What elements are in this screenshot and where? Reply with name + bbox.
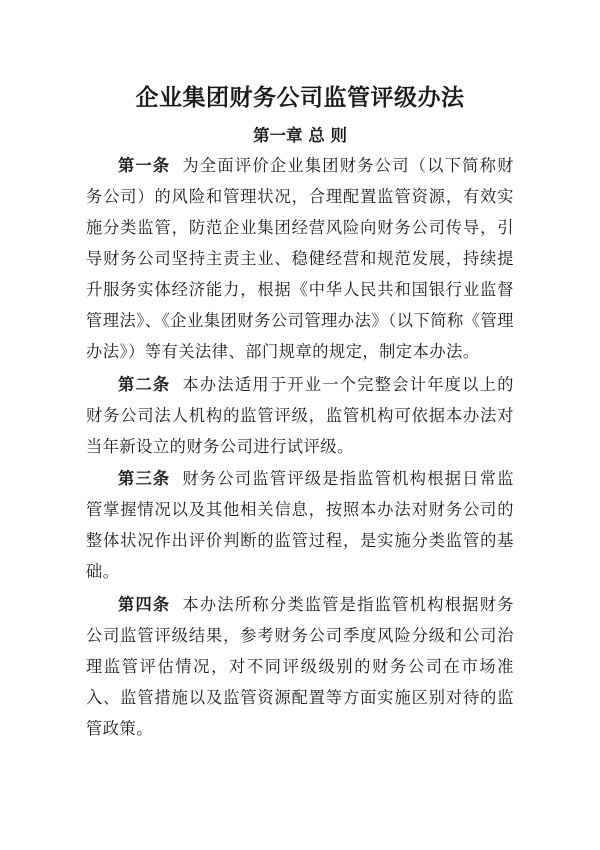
- article-label: 第二条: [118, 374, 171, 394]
- document-body: [86, 150, 514, 745]
- article-3: [86, 463, 514, 587]
- chapter-heading: 第一章 总 则: [253, 126, 347, 145]
- article-label: 第四条: [118, 594, 171, 614]
- article-4: [86, 589, 514, 744]
- article-text: 本办法所称分类监管是指监管机构根据财务公司监管评级结果，参考财务公司季度风险分级和公司治理监管评估情况，对不同评级级别的财务公司在市场准入、监管措施以及监管资源配置等方面实施区别对待的监管政策。: [86, 594, 515, 738]
- article-2: [86, 369, 514, 462]
- article-text: 为全面评价企业集团财务公司（以下简称财务公司）的风险和管理状况，合理配置监管资源，有效实施分类监管，防范企业集团经营风险向财务公司传导，引导财务公司坚持主责主业、稳健经营和规范发展，持续提升服务实体经济能力，根据《中华人民共和国银行业监督管理法》、《企业集团财务公司管理办法》（以下简称《管理办法》）等有关法律、部门规章的规定，制定本办法。: [86, 156, 515, 361]
- document-title: 企业集团财务公司监管评级办法: [135, 84, 465, 111]
- article-label: 第三条: [118, 469, 171, 489]
- article-text: 财务公司监管评级是指监管机构根据日常监管掌握情况以及其他相关信息，按照本办法对财务公司的整体状况作出评价判断的监管过程，是实施分类监管的基础。: [86, 469, 515, 582]
- article-label: 第一条: [118, 156, 171, 175]
- article-1: [86, 150, 514, 367]
- article-text: 本办法适用于开业一个完整会计年度以上的财务公司法人机构的监管评级，监管机构可依据本办法对当年新设立的财务公司进行试评级。: [86, 374, 515, 456]
